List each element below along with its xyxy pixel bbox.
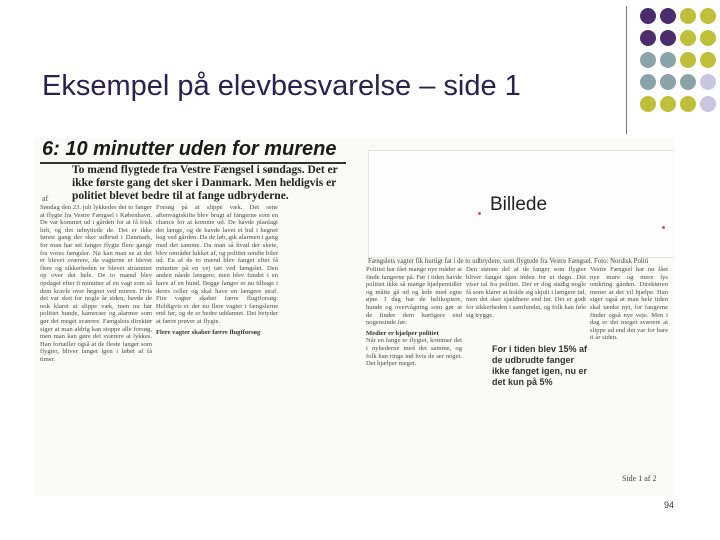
slide-number: 94 bbox=[664, 500, 675, 510]
article-column-4: Den største del af de fanger som flygter bliver fanget igen inden for et døgn. Det viser tal fra politiet. Der er dog stadig nogle få som klarer at holde sig skjult i længere tid, men det sker sjældnere end før. Det er godt for sikkerheden i samfundet, og folk kan føle sig trygge. bbox=[466, 266, 586, 319]
page-indicator: Side 1 af 2 bbox=[622, 474, 657, 483]
decorative-dot-grid bbox=[640, 8, 720, 120]
column-2-text: Forsøg på at slippe væk. Det sene aftenvagtskifte blev brugt af fangerne som en chance for at komme ud. De havde planlagt det længe, og de havde lavet et hul i hegnet bag ved gården. Da de løb, gik alarmen i gang med det samme. Da man så hvad der skete, blev området lukket af, og politiet sendte biler ud. En af de to mænd blev fanget efter få minutter på en vej tæt ved fængslet. Den anden nåede længere, men blev fundet i en have af en hund. Begge fanger er nu tilbage i deres celler og skal have en længere straf. Fire vagter skaber færre flugtforsøg: Heldigvis er der nu flere vagter i fængslerne end før, og de er bedre uddannet. Det betyder at færre prøver at flygte. bbox=[156, 204, 278, 325]
decorative-dot bbox=[680, 74, 696, 90]
pull-quote: For i tiden blev 15% af de udbrudte fanger ikke fanget igen, nu er det kun på 5% bbox=[492, 344, 592, 388]
scan-speck bbox=[478, 212, 481, 215]
decorative-dot bbox=[640, 8, 656, 24]
column-3-text: Politiet har fået mange nye måder at finde fangerne på. Før i tiden havde politiet ikke så mange hjælpemidler og måtte gå ud og lede med egne øjne. I dag har de helikoptere, hunde og overvågning som gør at de finder dem hurtigere end nogensinde før. bbox=[366, 266, 462, 327]
photo-label: Billede bbox=[490, 194, 548, 215]
decorative-dot bbox=[640, 30, 656, 46]
article-heading: 6: 10 minutter uden for murene bbox=[42, 138, 337, 160]
decorative-dot bbox=[700, 52, 716, 68]
article-column-1: Søndag den 23. juli lykkedes det to fanger at flygte fra Vestre Fængsel i København. De var kommet ud i gården for at få frisk luft, og det udnyttede de. Det er ikke første gang der sker udbrud i Danmark, for man har set fanger flygte flere gange fra vores fængsler. Nu kan man se at det er blevet sværere, da vagterne er blevet flere og sikkerheden er blevet strammet op over det hele. De to mænd blev opdaget efter ti minutter af en vagt som så dem kravle over hegnet ved muren. Hvis det var sket for nogle år siden, havde de nok klaret at slippe væk, men nu har politiet hunde, kameraer og alarmer som gør det meget sværere. Fængslets direktør siger at man aldrig kan stoppe alle forsøg, men man kan gøre det sværere at lykkes. Han fortæller også at de fleste fanger som flygter, bliver fanget igen i løbet af få timer. bbox=[40, 204, 152, 363]
decorative-dot bbox=[640, 74, 656, 90]
article-byline: af bbox=[42, 194, 49, 203]
decorative-dot bbox=[680, 52, 696, 68]
slide-title: Eksempel på elevbesvarelse – side 1 bbox=[42, 70, 521, 102]
decorative-dot bbox=[700, 8, 716, 24]
decorative-dot bbox=[680, 96, 696, 112]
decorative-dot bbox=[680, 30, 696, 46]
decorative-dot bbox=[660, 74, 676, 90]
decorative-dot bbox=[660, 8, 676, 24]
decorative-dot bbox=[700, 96, 716, 112]
decorative-dot bbox=[680, 8, 696, 24]
article-column-2 bbox=[156, 204, 278, 494]
column-2-subheading: Flere vagter skaber færre flugtforsøg bbox=[156, 328, 261, 336]
divider-line bbox=[626, 6, 627, 134]
article-column-5: Vestre Fængsel har nu fået nye mure og mere lys omkring gården. Direktøren mener at det vil hjælpe. Han siger også at man hele tiden skal tænke nyt, for fangerne finder også nye veje. Men i dag er det meget sværere at slippe ud end det var for bare ti år siden. bbox=[590, 266, 668, 342]
article-lead: To mænd flygtede fra Vestre Fængsel i søndags. Det er ikke første gang det sker i Danmark. Men heldigvis er politiet blevet bedre til at fange udbryderne. bbox=[72, 164, 338, 202]
article-column-3 bbox=[366, 266, 462, 494]
decorative-dot bbox=[660, 30, 676, 46]
photo-caption: Fængslets vagter fik hurtigt fat i de to udbrydere, som flygtede fra Vestre Fængsel. Foto: Nordisk Politi bbox=[368, 258, 649, 265]
scan-speck bbox=[662, 226, 665, 229]
decorative-dot bbox=[660, 96, 676, 112]
scanned-article bbox=[34, 138, 674, 496]
decorative-dot bbox=[700, 30, 716, 46]
decorative-dot bbox=[660, 52, 676, 68]
decorative-dot bbox=[640, 96, 656, 112]
decorative-dot bbox=[700, 74, 716, 90]
column-3-subheading: Medier er hjælper politiet bbox=[366, 329, 439, 337]
column-3-text-b: Når en fange er flygtet, kommer det i nyhederne med det samme, og folk kan ringe ind hvis de ser noget. Det hjælper meget. bbox=[366, 337, 462, 368]
decorative-dot bbox=[640, 52, 656, 68]
